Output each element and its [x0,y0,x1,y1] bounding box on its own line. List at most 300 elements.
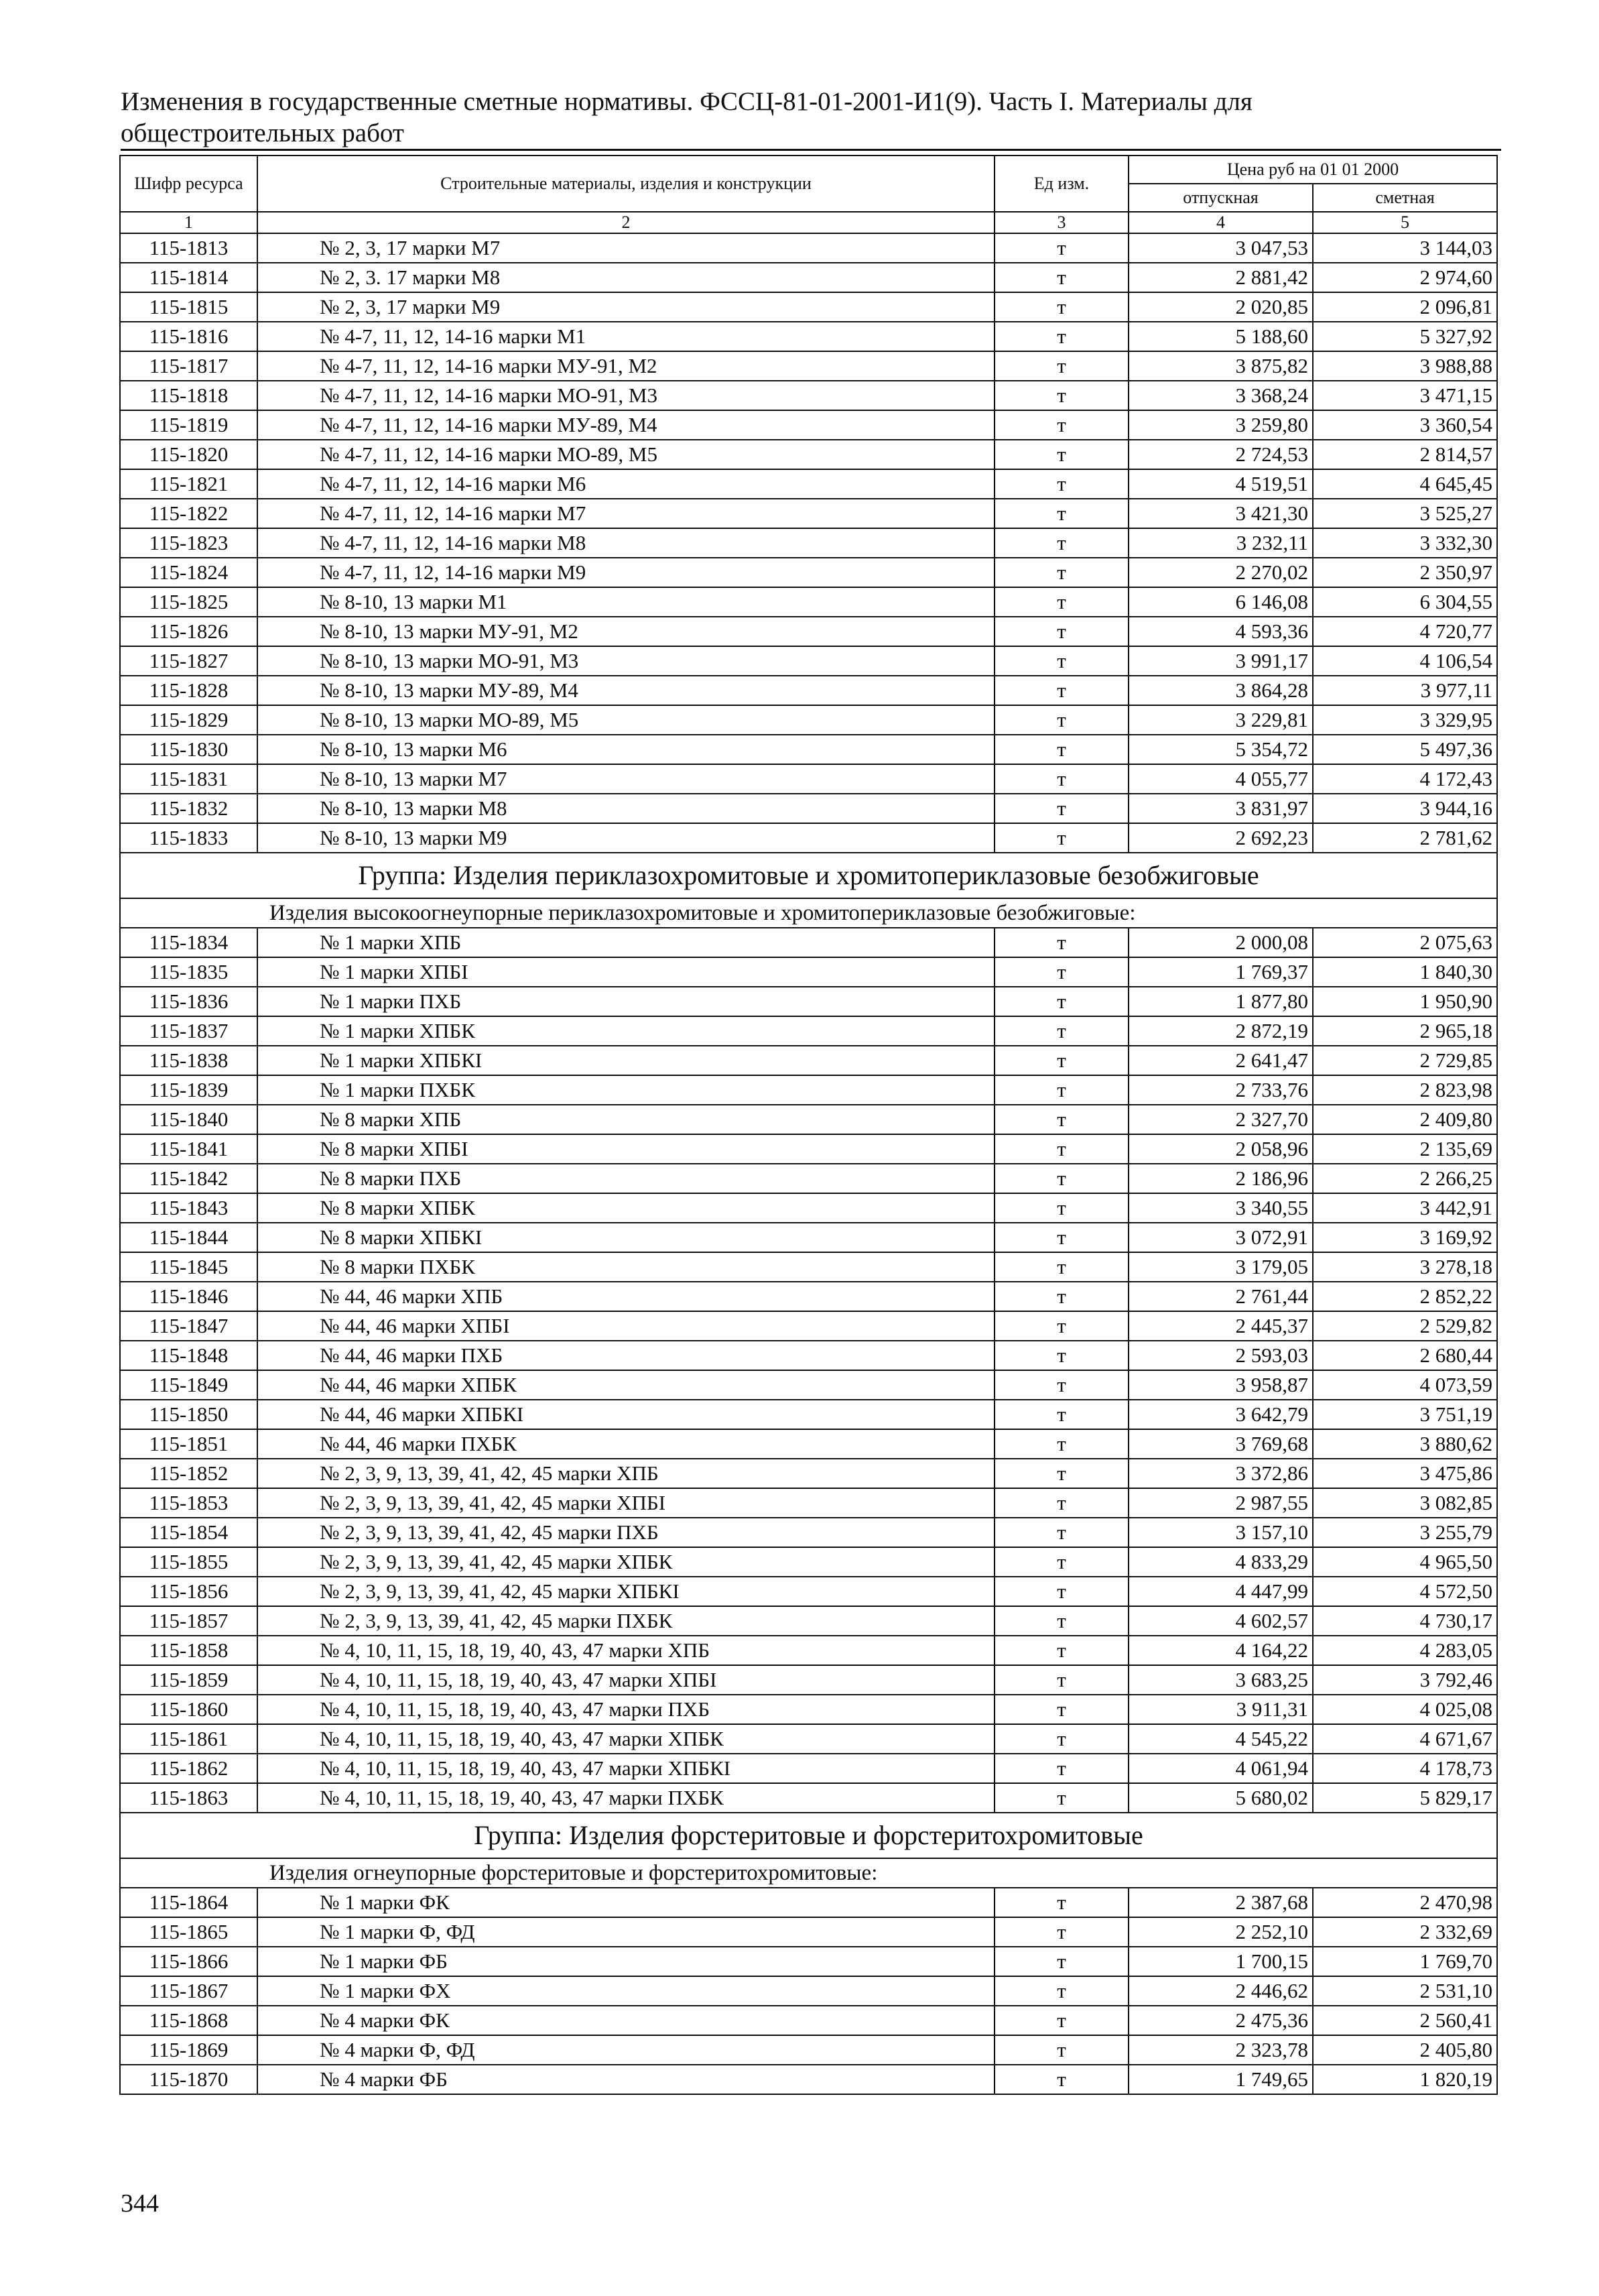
estimate-price: 4 283,05 [1313,1636,1497,1665]
unit-of-measure: т [995,1695,1129,1724]
table-row [120,1459,1497,1488]
release-price: 2 020,85 [1129,292,1313,322]
resource-code: 115-1831 [120,764,257,794]
resource-code: 115-1833 [120,823,257,853]
resource-code: 115-1843 [120,1193,257,1223]
group-title: Группа: Изделия периклазохромитовые и хромитопериклазовые безобжиговые [120,853,1497,898]
material-name: № 8-10, 13 марки М6 [257,735,995,764]
unit-of-measure: т [995,528,1129,558]
release-price: 3 911,31 [1129,1695,1313,1724]
material-name: № 44, 46 марки ХПБI [257,1311,995,1341]
unit-of-measure: т [995,1783,1129,1813]
estimate-price: 2 531,10 [1313,1976,1497,2006]
unit-of-measure: т [995,617,1129,646]
estimate-price: 4 178,73 [1313,1754,1497,1783]
material-name: № 1 марки Ф, ФД [257,1917,995,1947]
resource-code: 115-1834 [120,928,257,957]
unit-of-measure: т [995,1311,1129,1341]
table-row [120,1046,1497,1075]
group-subtitle: Изделия высокоогнеупорные периклазохромитовые и хромитопериклазовые безобжиговые: [120,898,1497,928]
unit-of-measure: т [995,735,1129,764]
resource-code: 115-1837 [120,1016,257,1046]
table-row [120,957,1497,987]
resource-code: 115-1825 [120,587,257,617]
unit-of-measure: т [995,351,1129,381]
material-name: № 8-10, 13 марки М1 [257,587,995,617]
table-row [120,987,1497,1016]
unit-of-measure: т [995,1105,1129,1134]
release-price: 2 252,10 [1129,1917,1313,1947]
unit-of-measure: т [995,1459,1129,1488]
estimate-price: 5 829,17 [1313,1783,1497,1813]
unit-of-measure: т [995,2065,1129,2094]
release-price: 3 991,17 [1129,646,1313,676]
material-name: № 8-10, 13 марки М8 [257,794,995,823]
table-row [120,1164,1497,1193]
unit-of-measure: т [995,1976,1129,2006]
release-price: 3 072,91 [1129,1223,1313,1252]
estimate-price: 4 025,08 [1313,1695,1497,1724]
estimate-price: 3 255,79 [1313,1518,1497,1547]
resource-code: 115-1870 [120,2065,257,2094]
table-row [120,1282,1497,1311]
estimate-price: 2 823,98 [1313,1075,1497,1105]
table-row [120,1075,1497,1105]
column-header-estimate-price: сметная [1313,184,1497,212]
unit-of-measure: т [995,1518,1129,1547]
release-price: 5 354,72 [1129,735,1313,764]
release-price: 3 683,25 [1129,1665,1313,1695]
estimate-price: 5 497,36 [1313,735,1497,764]
material-name: № 1 марки ПХБК [257,1075,995,1105]
material-name: № 4-7, 11, 12, 14-16 марки МО-91, М3 [257,381,995,410]
material-name: № 4, 10, 11, 15, 18, 19, 40, 43, 47 марки ХПБК [257,1724,995,1754]
material-name: № 1 марки ПХБ [257,987,995,1016]
material-name: № 4-7, 11, 12, 14-16 марки М8 [257,528,995,558]
header-line-1: Изменения в государственные сметные нормативы. ФССЦ-81-01-2001-И1(9). Часть I. Материалы для [121,87,1253,116]
material-name: № 2, 3, 17 марки М7 [257,233,995,263]
release-price: 4 164,22 [1129,1636,1313,1665]
unit-of-measure: т [995,987,1129,1016]
resource-code: 115-1847 [120,1311,257,1341]
material-name: № 4 марки ФБ [257,2065,995,2094]
group-title-row [120,1813,1497,1858]
release-price: 2 692,23 [1129,823,1313,853]
group-subtitle: Изделия огнеупорные форстеритовые и форстеритохромитовые: [120,1858,1497,1888]
material-name: № 4-7, 11, 12, 14-16 марки МУ-89, М4 [257,410,995,440]
unit-of-measure: т [995,292,1129,322]
release-price: 3 958,87 [1129,1370,1313,1400]
material-name: № 4, 10, 11, 15, 18, 19, 40, 43, 47 марки ПХБК [257,1783,995,1813]
material-name: № 8-10, 13 марки МУ-91, М2 [257,617,995,646]
estimate-price: 3 278,18 [1313,1252,1497,1282]
material-name: № 4, 10, 11, 15, 18, 19, 40, 43, 47 марки ХПБI [257,1665,995,1695]
table-row [120,1754,1497,1783]
resource-code: 115-1841 [120,1134,257,1164]
release-price: 4 545,22 [1129,1724,1313,1754]
resource-code: 115-1862 [120,1754,257,1783]
table-row [120,1636,1497,1665]
release-price: 2 000,08 [1129,928,1313,957]
table-row [120,410,1497,440]
estimate-price: 2 680,44 [1313,1341,1497,1370]
resource-code: 115-1854 [120,1518,257,1547]
resource-code: 115-1850 [120,1400,257,1429]
resource-code: 115-1848 [120,1341,257,1370]
unit-of-measure: т [995,1724,1129,1754]
release-price: 2 445,37 [1129,1311,1313,1341]
resource-code: 115-1817 [120,351,257,381]
unit-of-measure: т [995,1577,1129,1606]
estimate-price: 3 360,54 [1313,410,1497,440]
estimate-price: 3 471,15 [1313,381,1497,410]
resource-code: 115-1838 [120,1046,257,1075]
table-row [120,263,1497,292]
estimate-price: 4 965,50 [1313,1547,1497,1577]
table-row [120,1695,1497,1724]
unit-of-measure: т [995,676,1129,705]
resource-code: 115-1832 [120,794,257,823]
resource-code: 115-1818 [120,381,257,410]
unit-of-measure: т [995,1636,1129,1665]
table-row [120,1400,1497,1429]
release-price: 3 179,05 [1129,1252,1313,1282]
release-price: 3 259,80 [1129,410,1313,440]
release-price: 3 232,11 [1129,528,1313,558]
estimate-price: 5 327,92 [1313,322,1497,351]
material-name: № 8-10, 13 марки М9 [257,823,995,853]
release-price: 3 769,68 [1129,1429,1313,1459]
release-price: 3 421,30 [1129,499,1313,528]
table-row [120,233,1497,263]
resource-code: 115-1868 [120,2006,257,2035]
material-name: № 1 марки ХПБКI [257,1046,995,1075]
resource-code: 115-1821 [120,469,257,499]
unit-of-measure: т [995,1754,1129,1783]
estimate-price: 3 751,19 [1313,1400,1497,1429]
resource-code: 115-1858 [120,1636,257,1665]
release-price: 3 229,81 [1129,705,1313,735]
material-name: № 2, 3, 9, 13, 39, 41, 42, 45 марки ПХБК [257,1606,995,1636]
resource-code: 115-1822 [120,499,257,528]
material-name: № 8-10, 13 марки М7 [257,764,995,794]
release-price: 1 749,65 [1129,2065,1313,2094]
table-row [120,735,1497,764]
release-price: 2 593,03 [1129,1341,1313,1370]
material-name: № 1 марки ХПБ [257,928,995,957]
estimate-price: 2 096,81 [1313,292,1497,322]
estimate-price: 2 409,80 [1313,1105,1497,1134]
material-name: № 2, 3, 9, 13, 39, 41, 42, 45 марки ХПБК [257,1547,995,1577]
unit-of-measure: т [995,2006,1129,2035]
resource-code: 115-1814 [120,263,257,292]
unit-of-measure: т [995,928,1129,957]
unit-of-measure: т [995,1075,1129,1105]
release-price: 5 188,60 [1129,322,1313,351]
estimate-price: 3 144,03 [1313,233,1497,263]
release-price: 4 602,57 [1129,1606,1313,1636]
resource-code: 115-1865 [120,1917,257,1947]
release-price: 3 340,55 [1129,1193,1313,1223]
table-body-part-3 [120,1888,1497,2094]
estimate-price: 4 572,50 [1313,1577,1497,1606]
material-name: № 44, 46 марки ХПБК [257,1370,995,1400]
price-table [119,155,1498,2095]
group-subtitle-row [120,1858,1497,1888]
resource-code: 115-1839 [120,1075,257,1105]
estimate-price: 2 332,69 [1313,1917,1497,1947]
unit-of-measure: т [995,410,1129,440]
estimate-price: 4 730,17 [1313,1606,1497,1636]
material-name: № 8 марки ПХБК [257,1252,995,1282]
release-price: 3 642,79 [1129,1400,1313,1429]
resource-code: 115-1844 [120,1223,257,1252]
resource-code: 115-1849 [120,1370,257,1400]
material-name: № 8 марки ХПБКI [257,1223,995,1252]
group-title-row [120,853,1497,898]
column-number: 4 [1129,212,1313,233]
unit-of-measure: т [995,1488,1129,1518]
column-number: 3 [995,212,1129,233]
column-number: 5 [1313,212,1497,233]
material-name: № 2, 3, 17 марки М9 [257,292,995,322]
header-line-2: общестроительных работ [121,119,404,147]
unit-of-measure: т [995,558,1129,587]
material-name: № 44, 46 марки ПХБ [257,1341,995,1370]
table-row [120,794,1497,823]
release-price: 1 769,37 [1129,957,1313,987]
unit-of-measure: т [995,587,1129,617]
release-price: 3 047,53 [1129,233,1313,263]
release-price: 2 327,70 [1129,1105,1313,1134]
table-row [120,1016,1497,1046]
unit-of-measure: т [995,1223,1129,1252]
table-row [120,1606,1497,1636]
table-row [120,587,1497,617]
release-price: 2 724,53 [1129,440,1313,469]
resource-code: 115-1820 [120,440,257,469]
resource-code: 115-1863 [120,1783,257,1813]
estimate-price: 2 965,18 [1313,1016,1497,1046]
unit-of-measure: т [995,1547,1129,1577]
table-row [120,764,1497,794]
table-row [120,2035,1497,2065]
material-name: № 1 марки ФК [257,1888,995,1917]
table-row [120,1341,1497,1370]
material-name: № 4 марки Ф, ФД [257,2035,995,2065]
resource-code: 115-1835 [120,957,257,987]
resource-code: 115-1851 [120,1429,257,1459]
table-row [120,646,1497,676]
resource-code: 115-1866 [120,1947,257,1976]
table-row [120,705,1497,735]
table-row [120,676,1497,705]
material-name: № 2, 3, 9, 13, 39, 41, 42, 45 марки ХПБI [257,1488,995,1518]
resource-code: 115-1864 [120,1888,257,1917]
release-price: 4 447,99 [1129,1577,1313,1606]
material-name: № 4-7, 11, 12, 14-16 марки МУ-91, М2 [257,351,995,381]
unit-of-measure: т [995,263,1129,292]
material-name: № 2, 3, 9, 13, 39, 41, 42, 45 марки ХПБ [257,1459,995,1488]
material-name: № 4, 10, 11, 15, 18, 19, 40, 43, 47 марки ХПБ [257,1636,995,1665]
release-price: 1 877,80 [1129,987,1313,1016]
estimate-price: 2 266,25 [1313,1164,1497,1193]
release-price: 1 700,15 [1129,1947,1313,1976]
unit-of-measure: т [995,499,1129,528]
unit-of-measure: т [995,1046,1129,1075]
estimate-price: 6 304,55 [1313,587,1497,617]
material-name: № 8-10, 13 марки МО-89, М5 [257,705,995,735]
table-row [120,1547,1497,1577]
table-row [120,381,1497,410]
estimate-price: 3 169,92 [1313,1223,1497,1252]
material-name: № 8 марки ПХБ [257,1164,995,1193]
release-price: 4 833,29 [1129,1547,1313,1577]
resource-code: 115-1857 [120,1606,257,1636]
table-row [120,1252,1497,1282]
material-name: № 4, 10, 11, 15, 18, 19, 40, 43, 47 марки ПХБ [257,1695,995,1724]
table-body-part-1 [120,233,1497,853]
resource-code: 115-1861 [120,1724,257,1754]
release-price: 2 186,96 [1129,1164,1313,1193]
release-price: 2 881,42 [1129,263,1313,292]
estimate-price: 3 329,95 [1313,705,1497,735]
column-number: 1 [120,212,257,233]
unit-of-measure: т [995,233,1129,263]
release-price: 2 475,36 [1129,2006,1313,2035]
resource-code: 115-1853 [120,1488,257,1518]
page-number: 344 [121,2189,159,2218]
table-body-part-2 [120,928,1497,1813]
table-row [120,1488,1497,1518]
estimate-price: 3 475,86 [1313,1459,1497,1488]
table-row [120,528,1497,558]
unit-of-measure: т [995,794,1129,823]
unit-of-measure: т [995,823,1129,853]
table-row [120,2006,1497,2035]
material-name: № 1 марки ФХ [257,1976,995,2006]
resource-code: 115-1830 [120,735,257,764]
estimate-price: 3 442,91 [1313,1193,1497,1223]
unit-of-measure: т [995,2035,1129,2065]
table-header [120,156,1497,233]
column-header-price: Цена руб на 01 01 2000 [1129,156,1497,184]
material-name: № 2, 3. 17 марки М8 [257,263,995,292]
material-name: № 2, 3, 9, 13, 39, 41, 42, 45 марки ПХБ [257,1518,995,1547]
resource-code: 115-1813 [120,233,257,263]
material-name: № 4-7, 11, 12, 14-16 марки М1 [257,322,995,351]
resource-code: 115-1852 [120,1459,257,1488]
unit-of-measure: т [995,1282,1129,1311]
unit-of-measure: т [995,1606,1129,1636]
resource-code: 115-1827 [120,646,257,676]
unit-of-measure: т [995,1370,1129,1400]
release-price: 2 446,62 [1129,1976,1313,2006]
unit-of-measure: т [995,1429,1129,1459]
resource-code: 115-1842 [120,1164,257,1193]
estimate-price: 3 880,62 [1313,1429,1497,1459]
release-price: 2 387,68 [1129,1888,1313,1917]
resource-code: 115-1824 [120,558,257,587]
resource-code: 115-1846 [120,1282,257,1311]
table-row [120,1518,1497,1547]
estimate-price: 2 781,62 [1313,823,1497,853]
release-price: 2 872,19 [1129,1016,1313,1046]
material-name: № 4-7, 11, 12, 14-16 марки М9 [257,558,995,587]
group-1-heading [120,853,1497,928]
table-row [120,1193,1497,1223]
release-price: 2 761,44 [1129,1282,1313,1311]
table-row [120,322,1497,351]
unit-of-measure: т [995,322,1129,351]
release-price: 6 146,08 [1129,587,1313,617]
estimate-price: 4 073,59 [1313,1370,1497,1400]
resource-code: 115-1840 [120,1105,257,1134]
unit-of-measure: т [995,440,1129,469]
resource-code: 115-1828 [120,676,257,705]
estimate-price: 4 645,45 [1313,469,1497,499]
estimate-price: 4 106,54 [1313,646,1497,676]
unit-of-measure: т [995,1341,1129,1370]
estimate-price: 3 792,46 [1313,1665,1497,1695]
estimate-price: 4 720,77 [1313,617,1497,646]
material-name: № 2, 3, 9, 13, 39, 41, 42, 45 марки ХПБКI [257,1577,995,1606]
unit-of-measure: т [995,1164,1129,1193]
resource-code: 115-1836 [120,987,257,1016]
release-price: 3 864,28 [1129,676,1313,705]
table-row [120,351,1497,381]
material-name: № 44, 46 марки ХПБКI [257,1400,995,1429]
column-header-name: Строительные материалы, изделия и конструкции [257,156,995,212]
estimate-price: 4 671,67 [1313,1724,1497,1754]
unit-of-measure: т [995,1400,1129,1429]
resource-code: 115-1823 [120,528,257,558]
unit-of-measure: т [995,1917,1129,1947]
unit-of-measure: т [995,1665,1129,1695]
estimate-price: 1 950,90 [1313,987,1497,1016]
group-subtitle-row [120,898,1497,928]
estimate-price: 2 560,41 [1313,2006,1497,2035]
table-row [120,1783,1497,1813]
table-row [120,2065,1497,2094]
material-name: № 8-10, 13 марки МУ-89, М4 [257,676,995,705]
table-row [120,1947,1497,1976]
material-name: № 8 марки ХПБI [257,1134,995,1164]
table-row [120,823,1497,853]
release-price: 2 641,47 [1129,1046,1313,1075]
estimate-price: 3 082,85 [1313,1488,1497,1518]
estimate-price: 3 944,16 [1313,794,1497,823]
release-price: 4 593,36 [1129,617,1313,646]
unit-of-measure: т [995,705,1129,735]
resource-code: 115-1860 [120,1695,257,1724]
table-row [120,440,1497,469]
estimate-price: 2 135,69 [1313,1134,1497,1164]
column-number: 2 [257,212,995,233]
resource-code: 115-1816 [120,322,257,351]
group-2-heading [120,1813,1497,1888]
table-row [120,1888,1497,1917]
estimate-price: 2 350,97 [1313,558,1497,587]
release-price: 2 058,96 [1129,1134,1313,1164]
estimate-price: 2 974,60 [1313,263,1497,292]
table-row [120,1134,1497,1164]
material-name: № 8 марки ХПБК [257,1193,995,1223]
estimate-price: 1 840,30 [1313,957,1497,987]
column-header-unit: Ед изм. [995,156,1129,212]
resource-code: 115-1815 [120,292,257,322]
resource-code: 115-1855 [120,1547,257,1577]
